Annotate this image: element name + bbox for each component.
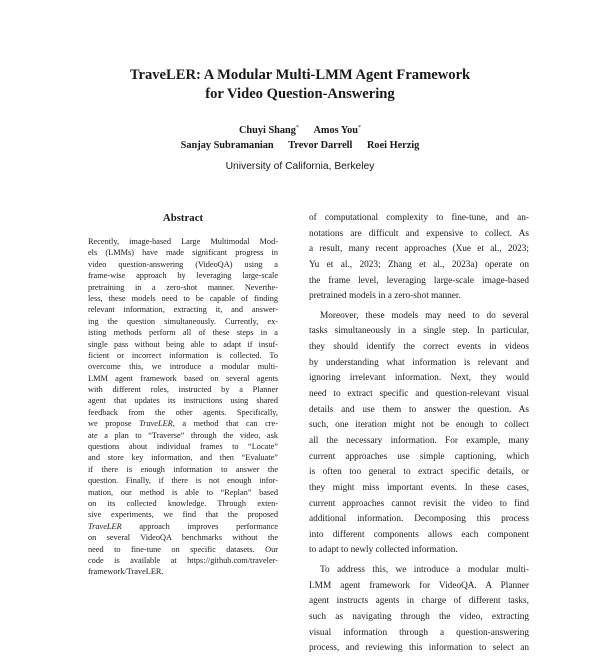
text-line: els (LMMs) have made significant progress in — [88, 248, 278, 258]
text-line: agent that updates its instructions using shared — [88, 396, 278, 406]
author: Amos You* — [313, 125, 362, 136]
text-line: Yu et al., 2023; Zhang et al., 2023a) operate on — [309, 259, 529, 270]
author-row — [0, 121, 600, 138]
text-line: ignoring irrelevant information. Next, they would — [309, 373, 529, 384]
text-line: current approaches use simple captioning, which — [309, 451, 529, 462]
text-line: LMM agent framework for VideoQA. A Planner — [309, 580, 529, 591]
text-line: they should identify the correct events in videos — [309, 342, 529, 353]
text-line: isting methods perform all of these steps in a — [88, 328, 278, 338]
text-line: and store key information, and then “Evaluate” — [88, 453, 278, 463]
title-line: TraveLER: A Modular Multi-LMM Agent Framework — [129, 67, 471, 83]
text-line: on its collected knowledge. Through exten- — [88, 498, 278, 508]
text-line: all the necessary information. For example, many — [309, 435, 529, 446]
intro-paragraph — [309, 211, 529, 305]
text-line: need to extract specific and question-relevant visual — [309, 389, 529, 400]
text-line: feedback from the other agents. Specifically, — [88, 407, 278, 417]
text-line: ing the question simultaneously. Currently, ex- — [88, 316, 278, 326]
text-line: video question-answering (VideoQA) using a — [88, 259, 278, 269]
text-line: TraveLER approach improves performance — [88, 521, 278, 531]
text-line: pretrained models in a zero-shot manner. — [309, 291, 461, 302]
text-line: of computational complexity to fine-tune, and an- — [309, 213, 529, 223]
text-line: the frame level, leveraging large-scale image-based — [309, 275, 529, 286]
text-line: questions about individual frames to “Locate” — [88, 442, 278, 452]
text-line: pretraining in a zero-shot manner. Neverthe- — [88, 282, 278, 292]
author: Chuyi Shang* — [238, 125, 299, 136]
text-line: less, these models need to be capable of finding — [88, 293, 278, 303]
text-line: agent instructs agents in charge of different tasks, — [309, 596, 529, 607]
text-line: process, and reviewing this information to select an — [309, 643, 529, 654]
text-line: to adapt to newly collected information. — [309, 545, 458, 556]
text-line: Recently, image-based Large Multimodal Mod- — [88, 237, 278, 246]
text-line: question. Finally, if there is not enough infor- — [88, 476, 278, 486]
text-line: code is available at https://github.com/traveler- — [88, 555, 278, 565]
intro-paragraph — [309, 563, 529, 657]
text-line: such, one iteration might not be enough to collect — [309, 420, 529, 431]
text-line: tasks simultaneously in a single step. In particular, — [309, 326, 529, 337]
text-line: single pass without being able to adapt if insuf- — [88, 339, 278, 349]
author: Sanjay Subramanian — [180, 140, 274, 151]
text-line: additional information. Decomposing this process — [309, 514, 529, 525]
abstract-body — [88, 236, 278, 578]
text-line: LMM agent framework based on several agents — [88, 373, 278, 383]
text-line: such as navigating through the video, extracting — [309, 612, 529, 623]
affiliation: University of California, Berkeley — [225, 161, 375, 172]
paper-title — [0, 66, 600, 104]
text-line: if there is enough information to answer the — [88, 464, 278, 474]
text-line: relevant information, extracting it, and answer- — [88, 305, 278, 315]
author-row — [0, 138, 600, 153]
text-line: need to fine-tune on specific datasets. Our — [88, 544, 278, 554]
text-line: ate a plan to “Traverse” through the video, ask — [88, 430, 278, 440]
text-line: sive experiments, we find that the proposed — [88, 510, 278, 520]
text-line: a result, many recent approaches (Xue et al., 2023; — [309, 244, 529, 255]
abstract-heading: Abstract — [162, 212, 204, 224]
text-line: notations are difficult and expensive to collect. As — [309, 228, 529, 239]
introduction-column — [309, 211, 529, 657]
text-line: Moreover, these models may need to do several — [320, 310, 529, 321]
text-line: they might miss important events. In these cases, — [309, 482, 529, 493]
equal-contribution-mark: * — [295, 125, 299, 131]
text-line: we propose TraveLER, a method that can cre- — [88, 419, 278, 429]
author-list — [0, 121, 600, 153]
text-line: on several VideoQA benchmarks without the — [88, 533, 278, 543]
text-line: mation, our method is able to “Replan” based — [88, 487, 278, 497]
title-line: for Video Question-Answering — [205, 86, 395, 102]
intro-paragraph — [309, 309, 529, 559]
text-line: with different roles, instructed by a Planner — [88, 385, 278, 395]
equal-contribution-mark: * — [358, 125, 362, 131]
text-line: To address this, we introduce a modular multi- — [320, 565, 529, 576]
text-line: into different components allows each component — [309, 529, 529, 540]
text-line: by understanding what information is relevant and — [309, 357, 529, 368]
author: Roei Herzig — [366, 140, 420, 151]
text-line: current approaches cannot revisit the video to find — [309, 498, 529, 509]
text-line: visual information through a question-answering — [309, 627, 529, 638]
text-line: is often too general to extract specific details, or — [309, 467, 529, 478]
text-line: framework/TraveLER. — [88, 567, 164, 577]
text-line: details and use them to answer the question. As — [309, 404, 529, 415]
author: Trevor Darrell — [288, 140, 353, 151]
text-line: frame-wise approach by leveraging large-scale — [88, 271, 278, 281]
text-line: ficient or incorrect information is collected. To — [88, 350, 278, 360]
text-line: overcome this, we introduce a modular multi- — [88, 362, 278, 372]
